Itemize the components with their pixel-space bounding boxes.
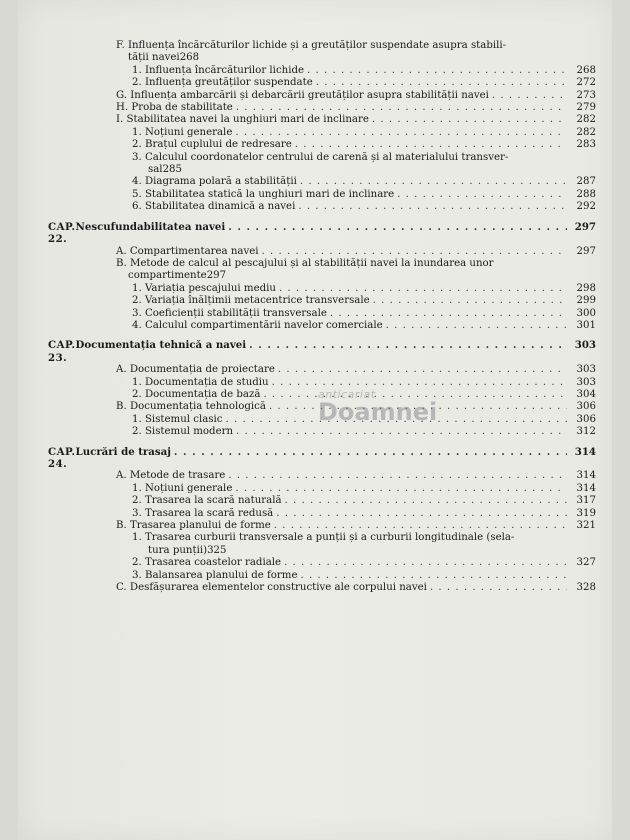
toc-entry-label: I. Stabilitatea navei la unghiuri mari de inclinare [116,114,369,126]
leader-dots [272,377,567,389]
leader-dots [228,221,567,233]
toc-entry [48,295,596,307]
leader-dots [430,582,567,594]
toc-page-number: 283 [576,139,596,151]
toc-entry [48,401,596,413]
toc-entry [48,127,596,139]
toc-entry-label: 3. Calculul coordonatelor centrului de carenă și al materialului transver- [132,151,509,163]
leader-dots [236,102,567,114]
leader-dots [276,508,567,520]
chapter-title: Nescufundabilitatea navei [75,220,226,233]
toc-entry [48,258,596,283]
toc-entry-label: 2. Sistemul modern [132,426,234,438]
leader-dots [372,114,567,126]
toc-page-number: 314 [576,470,596,482]
leader-dots [278,364,567,376]
toc-entry-label: 1. Noțiuni generale [132,482,233,494]
toc-entry [48,102,596,114]
toc-entry-label: 2. Trasarea la scară naturală [132,495,282,507]
toc-entry-label-continued: compartimente [128,270,207,282]
toc-page-number: 268 [179,52,200,64]
toc-page-number: 304 [576,388,596,400]
leader-dots [284,557,567,569]
chapter-gap [48,439,596,446]
toc-page-number: 303 [576,364,596,376]
toc-page-number: 297 [206,270,227,282]
toc-chapter [48,339,596,364]
toc-entry [48,532,596,557]
toc-entry [48,189,596,201]
toc-entry-label: 6. Stabilitatea dinamică a navei [132,201,296,213]
chapter-number: CAP. 22. [48,220,76,246]
toc-page-number: 297 [574,220,596,233]
toc-page-number: 282 [576,126,596,138]
toc-entry-label: 2. Variația înălțimii metacentrice transversale [132,295,370,307]
toc-entry [48,201,596,213]
toc-entry [48,246,596,258]
leader-dots [373,295,567,307]
toc-entry [48,40,596,65]
toc-entry-label: A. Documentația de proiectare [116,364,275,376]
leader-dots [386,320,567,332]
toc-entry [48,582,596,594]
toc-page-number: 306 [576,413,596,425]
toc-entry [48,65,596,77]
toc-entry-label: B. Documentația tehnologică [116,401,266,413]
leader-dots [228,470,567,482]
leader-dots [274,520,567,532]
toc-entry-label: 3. Trasarea la scară redusă [132,507,274,519]
toc-entry-label: B. Metode de calcul al pescajului și al stabilității navei la inundarea unor [116,257,494,269]
toc-entry-label: 5. Stabilitatea statică la unghiuri mari de inclinare [132,188,395,200]
toc-entry [48,470,596,482]
toc-entry [48,114,596,126]
leader-dots [249,339,567,351]
leader-dots [174,446,567,458]
toc-entry [48,520,596,532]
toc-entry [48,90,596,102]
toc-page-number: 325 [207,544,227,556]
toc-page-number: 282 [576,114,596,126]
toc-entry [48,283,596,295]
toc-entry-label-continued: tura punții) [148,544,208,556]
leader-dots [330,308,567,320]
chapter-gap [48,332,596,339]
toc-page-number: 314 [576,482,596,494]
toc-page-number: 327 [576,557,596,569]
leader-dots [397,189,567,201]
toc-page-number: 298 [576,282,596,294]
toc-entry-label: 3. Balansarea planului de forme [132,569,298,581]
toc-page-number: 328 [576,582,596,594]
toc-page-number: 292 [576,201,596,213]
toc-page-number: 288 [576,188,596,200]
toc-entry [48,495,596,507]
toc-page-number: 314 [574,445,596,458]
toc-entry-label: 1. Documentația de studiu [132,376,269,388]
chapter-number: CAP. 24. [48,445,76,470]
leader-dots [262,246,567,258]
toc-entry [48,139,596,151]
leader-dots [235,127,567,139]
toc-page-number: 312 [576,426,596,438]
toc-entry [48,570,596,582]
toc-entry-label-continued: sal [148,164,163,176]
toc-entry-label: 1. Trasarea curburii transversale a punții și a curburii longitudinale (sela- [132,532,515,544]
toc-entry [48,508,596,520]
leader-dots [236,426,567,438]
toc-entry [48,377,596,389]
toc-entry [48,414,596,426]
chapter-gap [48,214,596,221]
toc-entry [48,77,596,89]
toc-page-number: 306 [576,401,596,413]
toc-entry-label: A. Compartimentarea navei [116,245,259,257]
toc-entry-label: 2. Trasarea coastelor radiale [132,557,282,569]
toc-entry-label: 1. Variația pescajului mediu [132,282,276,294]
toc-entry [48,176,596,188]
chapter-number: CAP. 23. [48,339,76,364]
toc-entry [48,152,596,177]
toc-entry-label: 1. Noțiuni generale [132,126,233,138]
leader-dots [295,139,567,151]
toc-entry [48,483,596,495]
leader-dots [279,283,567,295]
toc-entry-label: 2. Influența greutăților suspendate [132,77,313,89]
leader-dots [300,176,567,188]
toc-chapter [48,221,596,246]
leader-dots [298,201,567,213]
leader-dots [263,389,567,401]
toc-page-number: 303 [574,339,596,352]
toc-entry-label: B. Trasarea planului de forme [116,520,271,532]
toc-page-number: 297 [576,245,596,257]
toc-page-number: 303 [576,376,596,388]
toc-entry-label: 3. Coeficienții stabilității transversale [132,307,327,319]
toc-entry-label: 2. Documentația de bază [132,388,261,400]
toc-entry-label-continued: tății navei [128,52,180,64]
leader-dots [285,495,567,507]
toc-page-number: 287 [576,176,596,188]
toc-entry-label: 1. Influența încărcăturilor lichide [132,64,305,76]
toc-page-number: 272 [576,77,596,89]
leader-dots [492,90,567,102]
toc-entry-label: 1. Sistemul clasic [132,413,223,425]
toc-entry-label: A. Metode de trasare [116,470,226,482]
toc-entry-label: H. Proba de stabilitate [116,102,233,114]
toc-page-number: 285 [162,164,183,176]
watermark-small-text: anticariat [318,388,376,401]
toc-page-number: 300 [576,307,596,319]
toc-page-number: 279 [576,102,596,114]
toc-entry-label: 4. Diagrama polară a stabilității [132,176,297,188]
toc-entry-label: 2. Brațul cuplului de redresare [132,139,292,151]
book-page [18,0,612,840]
chapter-title: Lucrări de trasaj [75,445,171,458]
table-of-contents [48,40,596,594]
watermark-big-text: Doamnei [318,398,438,426]
toc-entry [48,364,596,376]
toc-page-number: 317 [576,495,596,507]
toc-page-number: 321 [576,520,596,532]
toc-page-number: 319 [576,507,596,519]
toc-entry [48,308,596,320]
toc-page-number: 301 [576,319,596,331]
toc-entry [48,557,596,569]
leader-dots [235,483,567,495]
toc-entry [48,320,596,332]
toc-page-number: 268 [576,64,596,76]
toc-entry-label: F. Influența încărcăturilor lichide și a greutăților suspendate asupra stabili- [116,40,507,51]
toc-entry-label: G. Influența ambarcării și debarcării greutăților asupra stabilității navei [116,89,489,101]
toc-chapter [48,446,596,471]
toc-page-number: 273 [576,89,596,101]
toc-page-number: 299 [576,295,596,307]
leader-dots [307,65,567,77]
toc-entry [48,389,596,401]
toc-entry [48,426,596,438]
leader-dots [226,414,568,426]
toc-entry-label: C. Desfășurarea elementelor constructive ale corpului navei [116,582,427,594]
toc-entry-label: 4. Calculul compartimentării navelor comerciale [132,319,383,331]
leader-dots [300,570,567,582]
leader-dots [269,401,567,413]
chapter-title: Documentația tehnică a navei [75,339,247,352]
leader-dots [316,77,567,89]
